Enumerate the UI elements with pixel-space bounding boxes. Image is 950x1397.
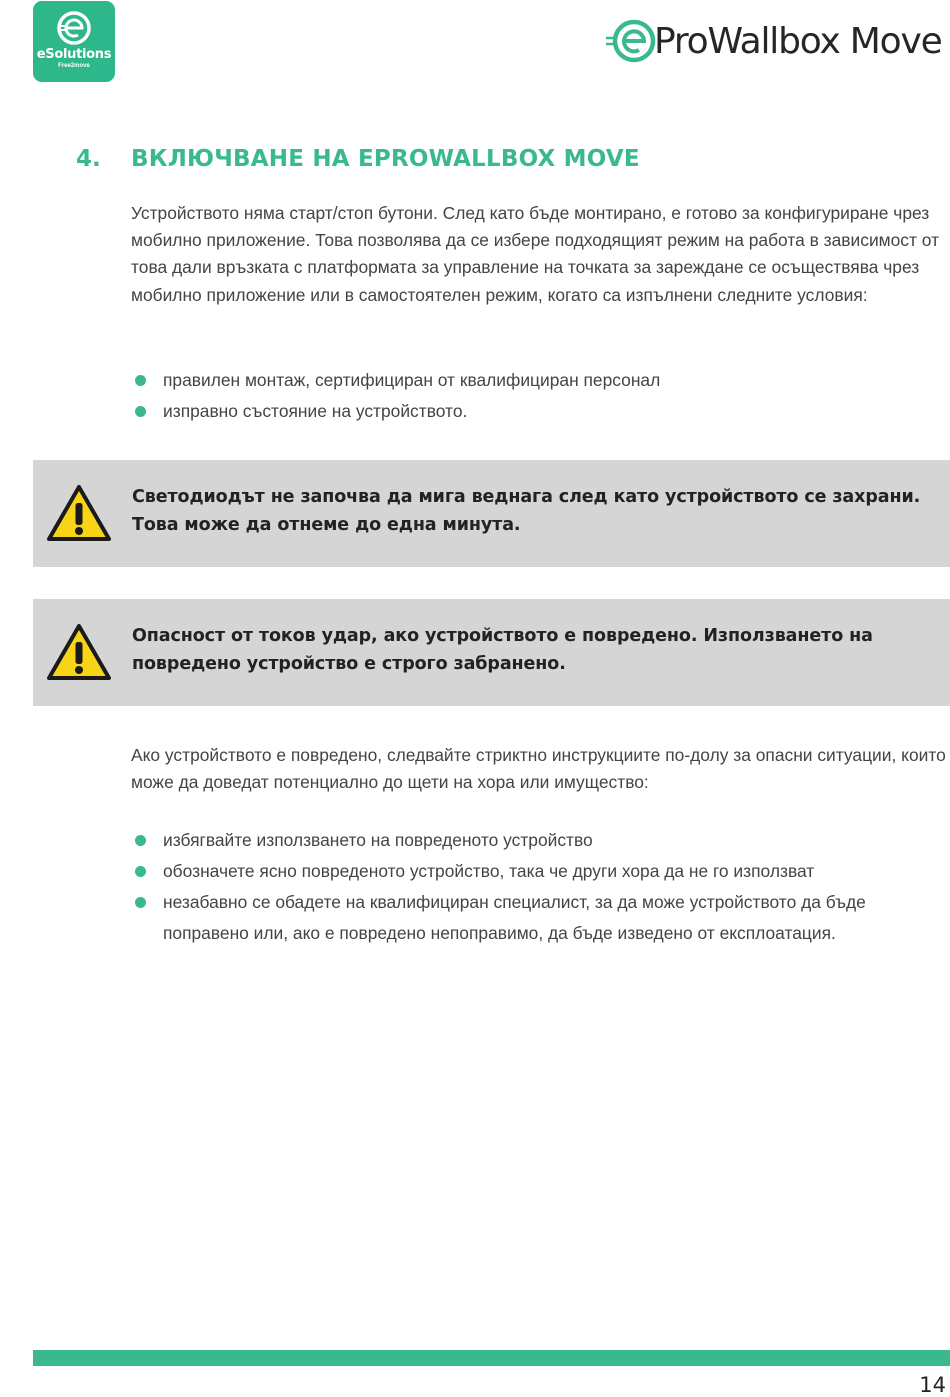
bullet-icon [135, 835, 146, 846]
brand-name: ProWallbox Move [654, 21, 942, 62]
warning-text: Светодиодът не започва да мига веднага след като устройството се захрани. Това може да отнеме до една минута. [132, 487, 921, 535]
list-item-text: избягвайте използването на повреденото устройство [163, 830, 593, 850]
footer-bar [33, 1350, 950, 1366]
list-item-text: незабавно се обадете на квалифициран специалист, за да може устройството да бъде поправено или, ако е повредено непоправимо, да бъде изведено от експлоатация. [163, 892, 866, 943]
page-number: 14 [919, 1373, 946, 1397]
list-item [131, 825, 949, 856]
damage-steps-list [131, 825, 949, 949]
logo-name: eSolutions [36, 47, 112, 62]
bullet-icon [135, 375, 146, 386]
e-plug-brand-icon [604, 16, 656, 66]
esolutions-logo [33, 1, 115, 82]
warning-box [33, 599, 950, 706]
list-item [131, 856, 949, 887]
list-item [131, 396, 949, 427]
bullet-icon [135, 406, 146, 417]
bullet-icon [135, 866, 146, 877]
section-title: ВКЛЮЧВАНЕ НА EPROWALLBOX MOVE [131, 146, 640, 172]
e-plug-logo-icon [56, 10, 92, 46]
intro-paragraph: Устройството няма старт/стоп бутони. След като бъде монтирано, е готово за конфигуриране чрез мобилно приложение. Това позволява да се избере подходящият режим на работа в зависимост от това дали връзката с платформата за управление на точката за зареждане се осъществява чрез мобилно приложение или в самостоятелен режим, когато са изпълнени следните условия: [131, 203, 940, 305]
warning-triangle-icon [46, 623, 112, 681]
list-item-text: обозначете ясно повреденото устройство, така че други хора да не го използват [163, 861, 815, 881]
list-item [131, 887, 949, 949]
bullet-icon [135, 897, 146, 908]
section-number: 4. [76, 146, 101, 172]
warning-text: Опасност от токов удар, ако устройството е повредено. Използването на повредено устройство е строго забранено. [132, 626, 873, 674]
list-item [131, 365, 949, 396]
damage-paragraph: Ако устройството е повредено, следвайте стриктно инструкциите по-долу за опасни ситуации, които може да доведат потенциално до щети на хора или имущество: [131, 745, 946, 793]
conditions-list [131, 365, 949, 427]
warning-triangle-icon [46, 484, 112, 542]
list-item-text: изправно състояние на устройството. [163, 401, 468, 421]
logo-sub: Free2move [58, 63, 90, 69]
list-item-text: правилен монтаж, сертифициран от квалифициран персонал [163, 370, 661, 390]
warning-box [33, 460, 950, 567]
